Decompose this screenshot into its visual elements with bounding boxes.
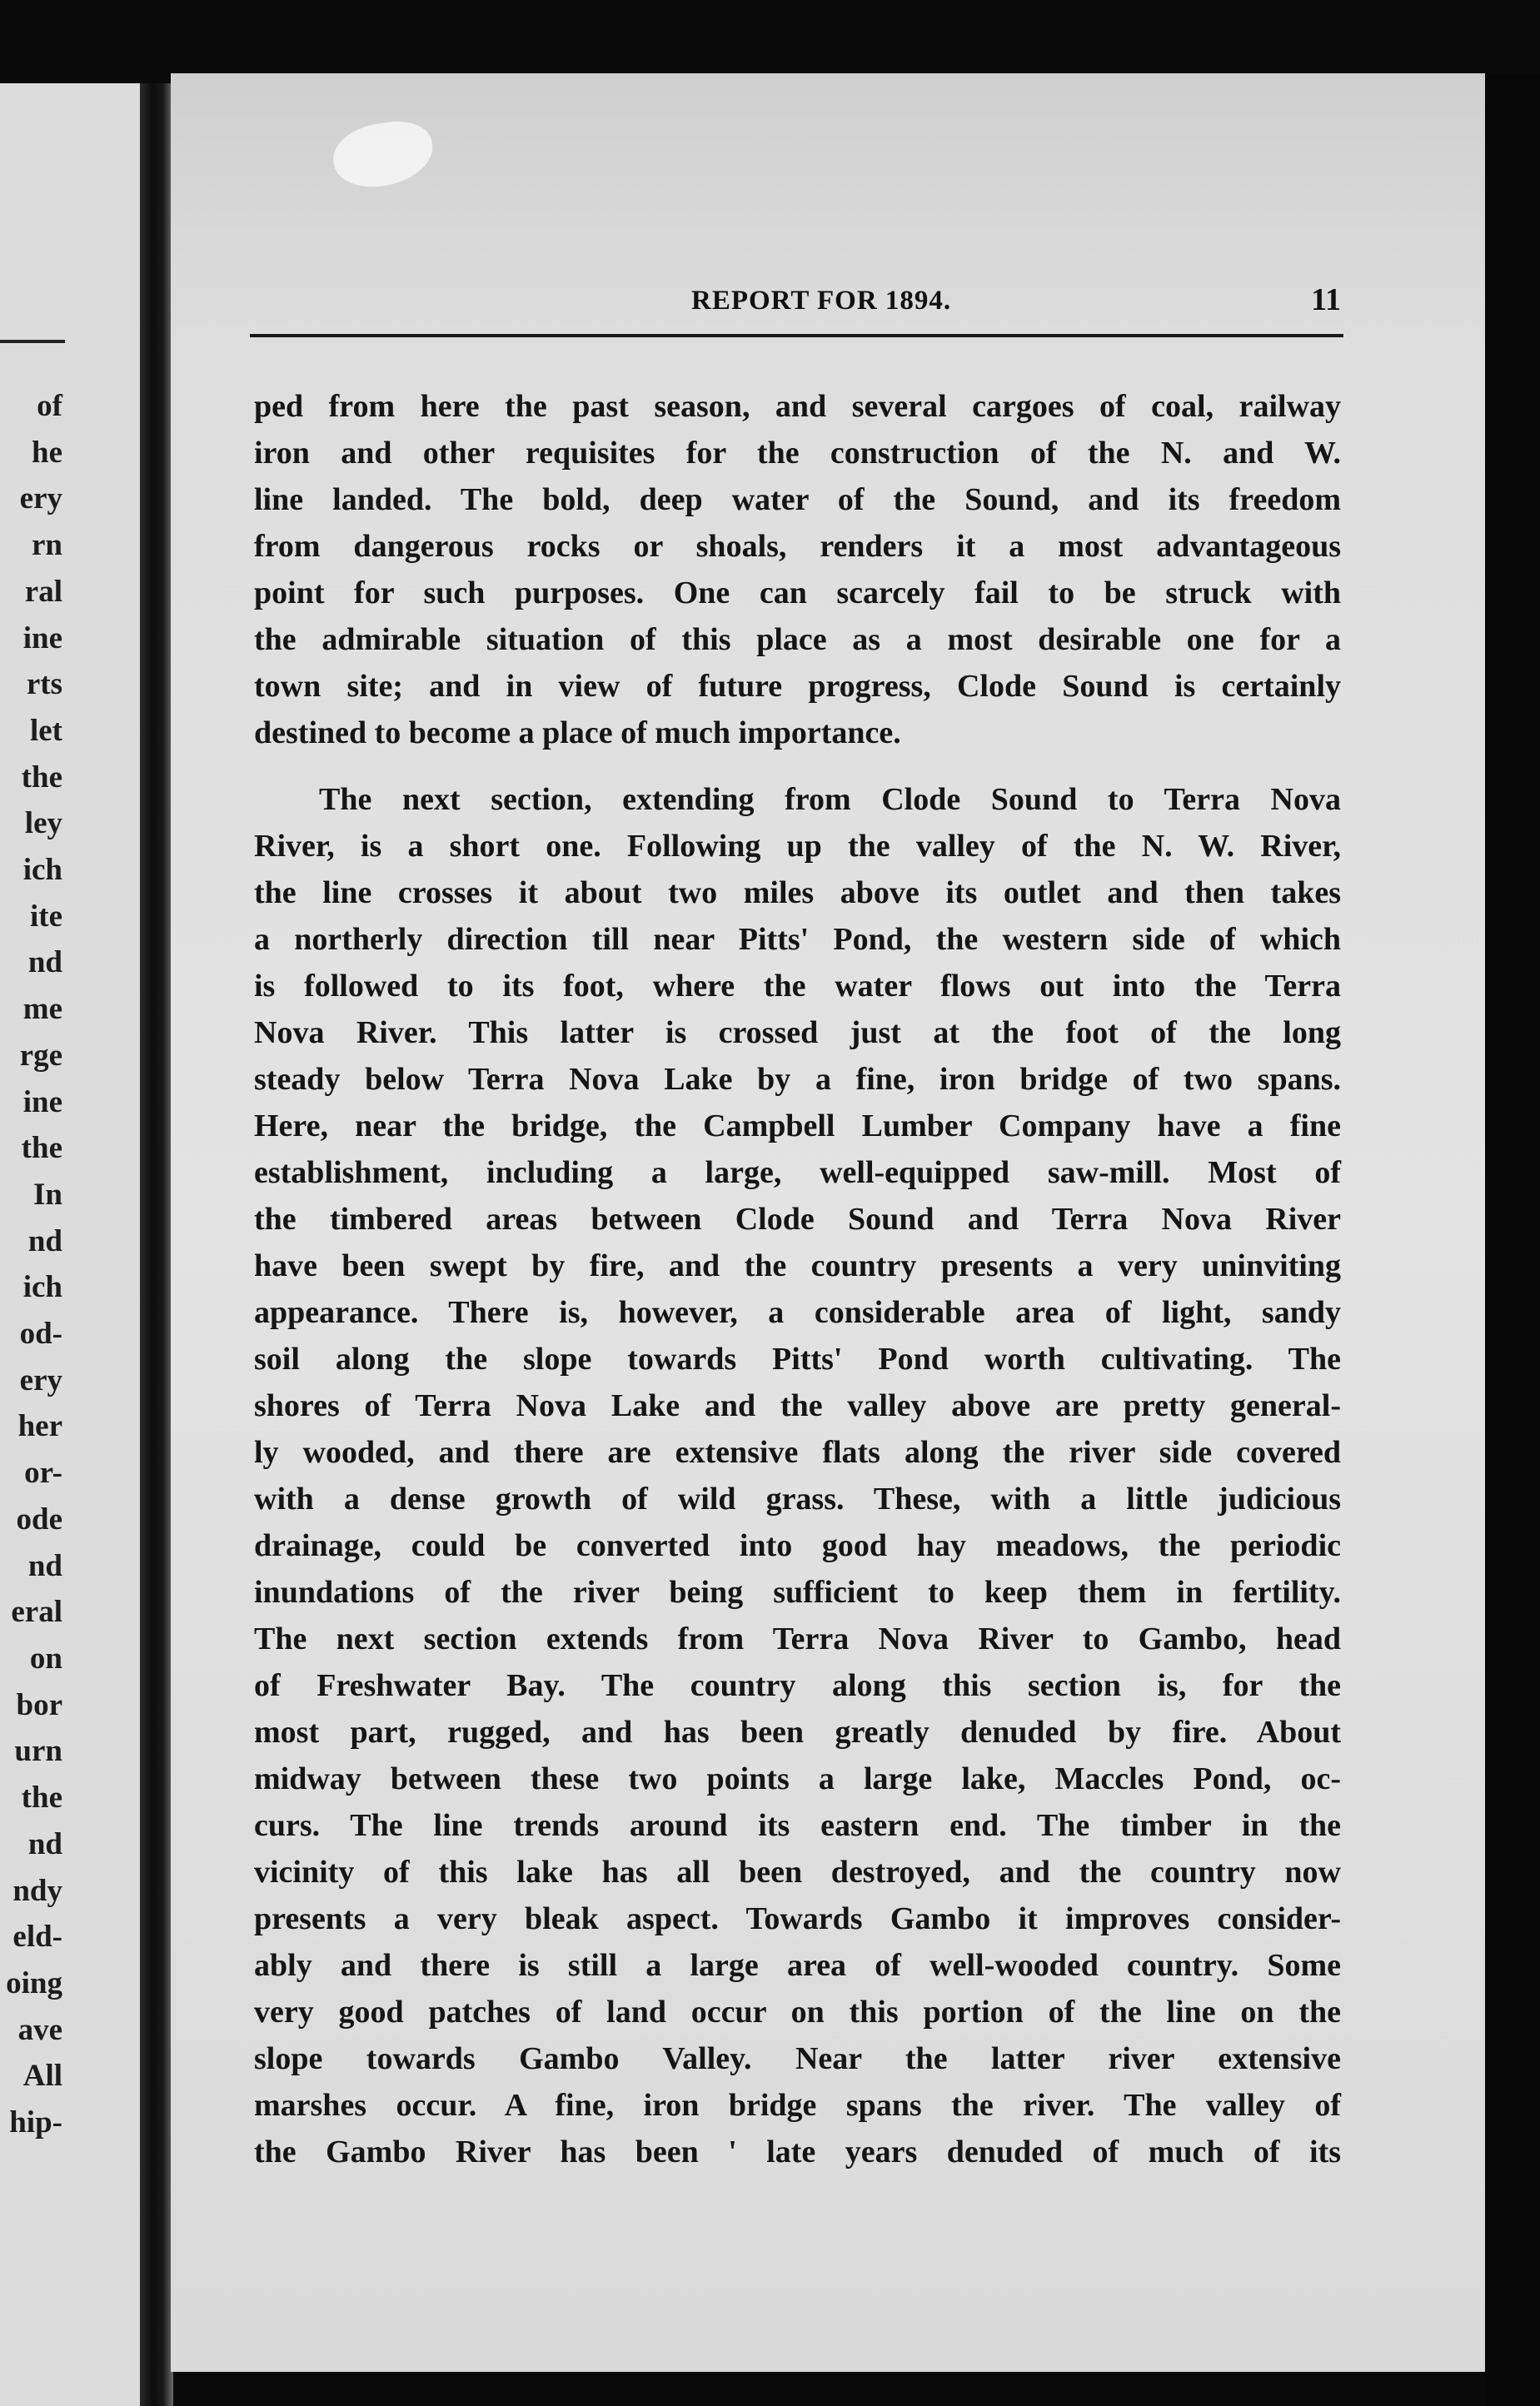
paragraph-2 bbox=[254, 776, 1341, 2175]
running-head bbox=[250, 281, 1341, 327]
text-line: have been swept by fire, and the country presents a very uninviting bbox=[254, 1248, 1341, 1283]
running-head-title: REPORT FOR 1894. bbox=[691, 286, 952, 316]
facing-page-fragment-line: ine bbox=[22, 620, 62, 655]
text-line: iron and other requisites for the construction of the N. and W. bbox=[254, 436, 1341, 471]
text-line: the admirable situation of this place as a most desirable one for a bbox=[254, 622, 1341, 657]
page-smudge bbox=[329, 117, 436, 192]
text-line: shores of Terra Nova Lake and the valley above are pretty general- bbox=[254, 1388, 1341, 1423]
facing-page-fragment-line: nd bbox=[27, 1548, 62, 1583]
facing-page-fragment-line: rn bbox=[32, 528, 62, 563]
facing-page-text-column bbox=[6, 383, 62, 2146]
paragraph-1 bbox=[254, 383, 1341, 756]
header-rule bbox=[250, 334, 1343, 337]
facing-page-fragment-line: rts bbox=[26, 667, 62, 702]
text-line: of Freshwater Bay. The country along this section is, for the bbox=[254, 1668, 1341, 1703]
facing-page-fragment-line: the bbox=[21, 1781, 62, 1816]
text-line: appearance. There is, however, a considerable area of light, sandy bbox=[254, 1295, 1341, 1330]
facing-page-fragment-line: or- bbox=[24, 1456, 62, 1491]
facing-page-fragment-line: od- bbox=[19, 1317, 62, 1352]
facing-page-fragment-line: the bbox=[21, 1131, 62, 1166]
text-line: with a dense growth of wild grass. These, with a little judicious bbox=[254, 1482, 1341, 1517]
text-line: a northerly direction till near Pitts' Pond, the western side of which bbox=[254, 922, 1341, 957]
facing-page-fragment-line: ery bbox=[19, 1362, 62, 1397]
text-line: inundations of the river being sufficient to keep them in fertility. bbox=[254, 1575, 1341, 1610]
text-line: the line crosses it about two miles above its outlet and then takes bbox=[254, 875, 1341, 910]
facing-page-fragment-line: of bbox=[37, 389, 62, 423]
facing-page-fragment-line: on bbox=[29, 1641, 62, 1676]
text-line: from dangerous rocks or shoals, renders it a most advantageous bbox=[254, 529, 1341, 564]
text-line: is followed to its foot, where the water flows out into the Terra bbox=[254, 969, 1341, 1004]
facing-page-fragment-line: eld- bbox=[12, 1920, 62, 1955]
text-line: presents a very bleak aspect. Towards Gambo it improves consider- bbox=[254, 1901, 1341, 1936]
facing-page-fragment-line: ral bbox=[24, 574, 62, 609]
text-line: The next section extends from Terra Nova River to Gambo, head bbox=[254, 1621, 1341, 1656]
facing-page-fragment-line: ndy bbox=[12, 1873, 62, 1908]
text-line: ably and there is still a large area of well-wooded country. Some bbox=[254, 1948, 1341, 1983]
facing-page-fragment-line: ery bbox=[19, 481, 62, 516]
facing-page-fragment-line: ite bbox=[29, 899, 62, 934]
facing-page-fragment-line: ich bbox=[22, 1270, 62, 1305]
text-line: ped from here the past season, and several cargoes of coal, railway bbox=[254, 389, 1341, 424]
text-line: line landed. The bold, deep water of the Sound, and its freedom bbox=[254, 482, 1341, 517]
facing-page-fragment-line: ode bbox=[16, 1502, 62, 1537]
text-line: steady below Terra Nova Lake by a fine, iron bridge of two spans. bbox=[254, 1062, 1341, 1097]
facing-page-fragment-line: ave bbox=[17, 2012, 62, 2047]
text-line: very good patches of land occur on this portion of the line on the bbox=[254, 1995, 1341, 2030]
text-line: drainage, could be converted into good hay meadows, the periodic bbox=[254, 1528, 1341, 1563]
facing-page-fragment-line: nd bbox=[27, 945, 62, 980]
facing-page-rule bbox=[0, 340, 65, 343]
text-line: soil along the slope towards Pitts' Pond worth cultivating. The bbox=[254, 1342, 1341, 1377]
facing-page-fragment-line: ich bbox=[22, 853, 62, 888]
text-line: town site; and in view of future progress, Clode Sound is certainly bbox=[254, 669, 1341, 704]
scan-edge bbox=[1485, 73, 1540, 2406]
facing-page-fragment-line: rge bbox=[19, 1038, 62, 1073]
text-line: River, is a short one. Following up the valley of the N. W. River, bbox=[254, 829, 1341, 864]
facing-page-fragment-line: he bbox=[32, 435, 62, 470]
facing-page-fragment-line: nd bbox=[27, 1223, 62, 1258]
facing-page-fragment-line: the bbox=[21, 760, 62, 795]
text-line: the Gambo River has been ' late years denuded of much of its bbox=[254, 2135, 1341, 2169]
text-line: The next section, extending from Clode Sound to Terra Nova bbox=[319, 782, 1341, 817]
page-number: 11 bbox=[1311, 282, 1341, 317]
text-line: point for such purposes. One can scarcely fail to be struck with bbox=[254, 575, 1341, 610]
facing-page-fragment-line: nd bbox=[27, 1826, 62, 1861]
text-line: Nova River. This latter is crossed just at the foot of the long bbox=[254, 1015, 1341, 1050]
text-line: Here, near the bridge, the Campbell Lumber Company have a fine bbox=[254, 1108, 1341, 1143]
text-line: vicinity of this lake has all been destroyed, and the country now bbox=[254, 1855, 1341, 1890]
text-line: establishment, including a large, well-equipped saw-mill. Most of bbox=[254, 1155, 1341, 1190]
text-line: the timbered areas between Clode Sound and Terra Nova River bbox=[254, 1202, 1341, 1237]
text-line: midway between these two points a large lake, Maccles Pond, oc- bbox=[254, 1761, 1341, 1796]
facing-page-fragment-line: bor bbox=[16, 1687, 62, 1722]
facing-page-fragment-line: let bbox=[29, 713, 62, 748]
text-line: slope towards Gambo Valley. Near the latter river extensive bbox=[254, 2041, 1341, 2076]
facing-page-fragment-line: ley bbox=[24, 806, 62, 841]
text-line: curs. The line trends around its eastern end. The timber in the bbox=[254, 1808, 1341, 1843]
book-page bbox=[171, 73, 1485, 2372]
text-line: ly wooded, and there are extensive flats along the river side covered bbox=[254, 1435, 1341, 1470]
book-gutter bbox=[140, 83, 173, 2406]
text-line: most part, rugged, and has been greatly denuded by fire. About bbox=[254, 1715, 1341, 1750]
facing-page-fragment-line: me bbox=[22, 992, 62, 1027]
paragraph-gap bbox=[254, 756, 1341, 776]
facing-page-fragment-line: oing bbox=[6, 1965, 62, 2000]
facing-page-fragment-line: In bbox=[33, 1177, 62, 1212]
facing-page-fragment-line: ine bbox=[22, 1084, 62, 1119]
facing-page-fragment bbox=[0, 83, 146, 2406]
body-text bbox=[254, 383, 1341, 2175]
facing-page-fragment-line: her bbox=[17, 1409, 62, 1444]
facing-page-fragment-line: eral bbox=[11, 1595, 62, 1630]
facing-page-fragment-line: hip- bbox=[9, 2105, 62, 2140]
text-line: marshes occur. A fine, iron bridge spans the river. The valley of bbox=[254, 2088, 1341, 2123]
text-line: destined to become a place of much importance. bbox=[254, 715, 901, 750]
facing-page-fragment-line: All bbox=[22, 2059, 62, 2094]
facing-page-fragment-line: urn bbox=[14, 1734, 62, 1769]
